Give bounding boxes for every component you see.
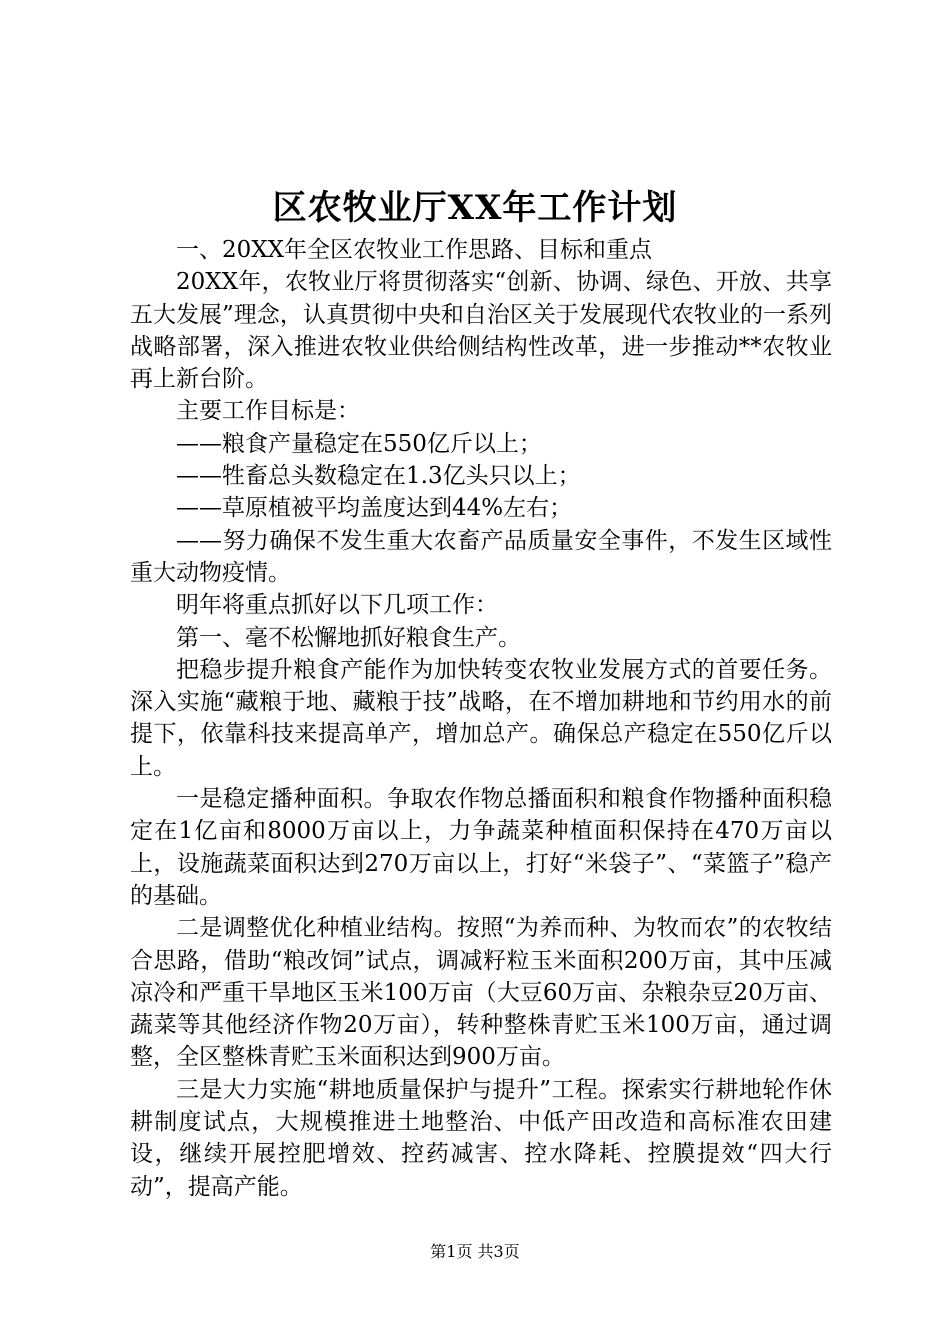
paragraph: 把稳步提升粮食产能作为加快转变农牧业发展方式的首要任务。深入实施“藏粮于地、藏粮于技”战略，在不增加耕地和节约用水的前提下，依靠科技来提高单产，增加总产。确保总产稳定在550亿斤以上。 [130,656,832,780]
paragraph: 二是调整优化种植业结构。按照“为养而种、为牧而农”的农牧结合思路，借助“粮改饲”试点，调减籽粒玉米面积200万亩，其中压减凉冷和严重干旱地区玉米100万亩（大豆60万亩、杂粮杂豆20万亩、蔬菜等其他经济作物20万亩），转种整株青贮玉米100万亩，通过调整，全区整株青贮玉米面积达到900万亩。 [130,915,832,1071]
document-body [130,234,832,1203]
section-heading: 一、20XX年全区农牧业工作思路、目标和重点 [176,237,653,263]
goal-item: ——粮食产量稳定在550亿斤以上； [176,430,542,457]
page-footer: 第1页 共3页 [430,1242,520,1261]
goal-item: ——努力确保不发生重大农畜产品质量安全事件，不发生区域性重大动物疫情。 [130,527,832,586]
document-title: 区农牧业厅XX年工作计划 [272,188,678,228]
paragraph: 三是大力实施“耕地质量保护与提升”工程。探索实行耕地轮作休耕制度试点，大规模推进土地整治、中低产田改造和高标准农田建设，继续开展控肥增效、控药减害、控水降耗、控膜提效“四大行动”，提高产能。 [130,1076,832,1200]
goal-item: ——牲畜总头数稳定在1.3亿头只以上； [176,463,581,490]
paragraph: 明年将重点抓好以下几项工作： [176,592,498,619]
subsection-heading: 第一、毫不松懈地抓好粮食生产。 [176,624,521,651]
paragraph: 20XX年，农牧业厅将贯彻落实“创新、协调、绿色、开放、共享五大发展”理念，认真贯彻中央和自治区关于发展现代农牧业的一系列战略部署，深入推进农牧业供给侧结构性改革，进一步推动**农牧业再上新台阶。 [130,269,832,393]
goal-item: ——草原植被平均盖度达到44%左右； [176,495,573,522]
paragraph: 主要工作目标是： [176,398,360,425]
paragraph: 一是稳定播种面积。争取农作物总播面积和粮食作物播种面积稳定在1亿亩和8000万亩以上，力争蔬菜种植面积保持在470万亩以上，设施蔬菜面积达到270万亩以上，打好“米袋子”、“菜篮子”稳产的基础。 [130,786,832,909]
